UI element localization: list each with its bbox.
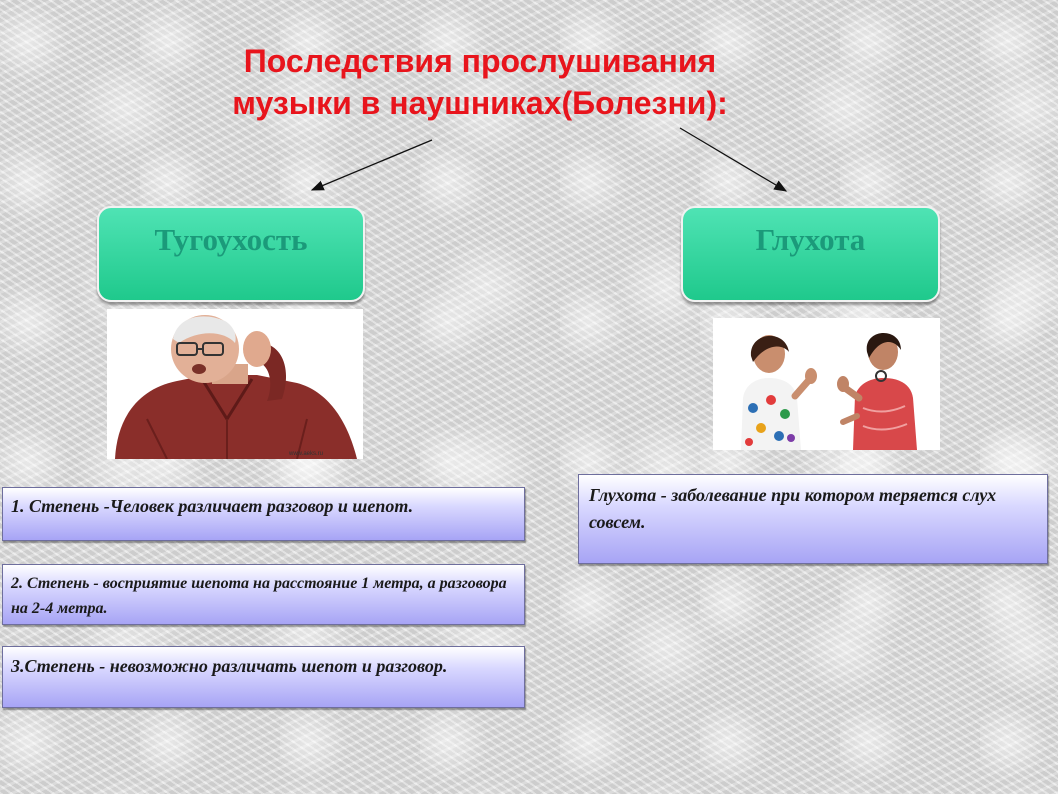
glukhota-text: Глухота - заболевание при котором теряется слух совсем. [589,485,997,532]
tugoukhost-degree-3-note [2,646,525,708]
two-women-signing-photo [713,318,940,450]
arrow-to-glukhota [680,128,786,191]
category-glukhota [681,206,940,302]
photo-credit: www.aeks.ru [289,451,324,457]
category-tugoukhost-label: Тугоухость [154,222,308,257]
category-glukhota-label: Глухота [755,222,866,257]
degree-3-text: 3.Степень - невозможно различать шепот и разговор. [11,656,448,676]
title-line-2: музыки в наушниках(Болезни): [232,85,728,121]
degree-2-text: 2. Степень - восприятие шепота на расстояние 1 метра, а разговора на 2-4 метра. [11,575,507,617]
title-line-1: Последствия прослушивания [243,43,717,79]
elderly-man-photo [107,309,363,459]
category-tugoukhost [97,206,365,302]
degree-1-text: 1. Степень -Человек различает разговор и шепот. [11,496,414,516]
arrow-to-tugoukhost [312,140,432,190]
tugoukhost-degree-2-note [2,564,525,625]
glukhota-note [578,474,1048,564]
tugoukhost-degree-1-note [2,487,525,541]
